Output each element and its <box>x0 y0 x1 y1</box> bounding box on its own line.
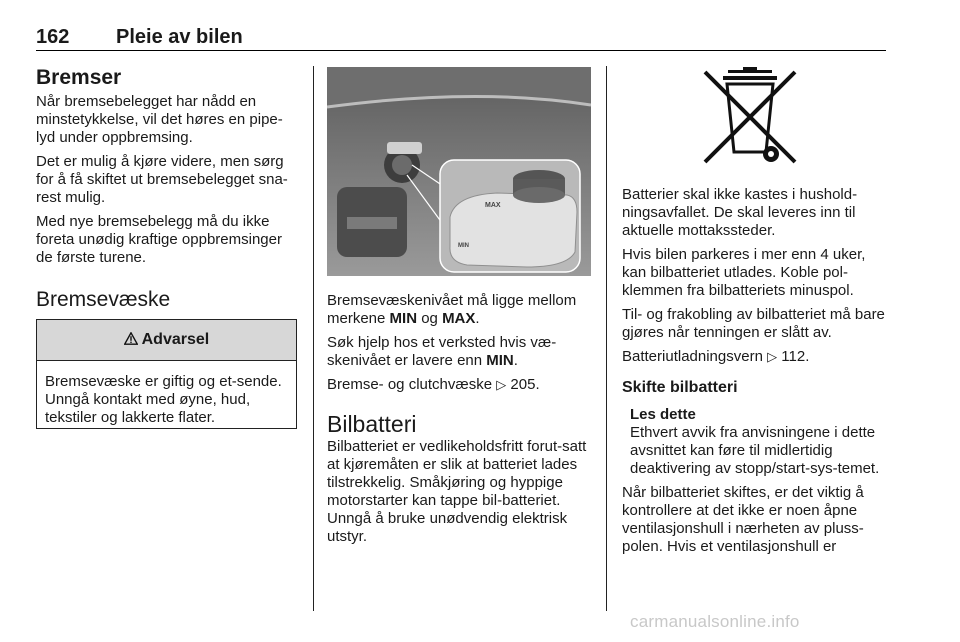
column-3 <box>622 186 890 562</box>
paragraph: Bilbatteriet er vedlikeholdsfritt forut-satt at kjøremåten er slik at batteriet lades tilstrekkelig. Småkjøring og hyppige motorstarter kan tappe bil-batteriet. Unngå å bruke unødvendig elektrisk utstyr. <box>327 438 587 545</box>
paragraph: Hvis bilen parkeres i mer enn 4 uker, kan bilbatteriet utlades. Koble pol-klemmen fra bilbatteriets minuspol. <box>622 246 866 299</box>
heading-battery: Bilbatteri <box>327 411 417 437</box>
min-label: MIN <box>389 310 418 327</box>
page-ref-link[interactable]: 205 <box>510 376 536 393</box>
paragraph: Når bilbatteriet skiftes, er det viktig å kontrollere at det ikke er noen åpne ventilasjonshull i nærheten av pluss-polen. Hvis et ventilasjonshull er <box>622 484 864 555</box>
heading-brake-fluid: Bremsevæske <box>36 288 171 311</box>
column-divider-1 <box>313 66 314 611</box>
min-label: MIN <box>486 352 514 369</box>
paragraph: Bremsevæskenivået må ligge mellom merkene MIN og MAX. <box>327 292 577 327</box>
page-reference-icon: ▷ <box>767 349 778 364</box>
notice-title: Les dette <box>630 406 696 423</box>
warning-header <box>37 320 296 361</box>
paragraph: Til- og frakobling av bilbatteriet må bare gjøres når tenningen er slått av. <box>622 306 885 341</box>
warning-label: Advarsel <box>141 331 210 348</box>
paragraph: Det er mulig å kjøre videre, men sørg for å få skiftet ut bremsebelegget sna-rest mulig. <box>36 153 288 206</box>
heading-replace-battery: Skifte bilbatteri <box>622 379 738 396</box>
page-header <box>36 26 886 51</box>
max-label: MAX <box>442 310 476 327</box>
crossed-bin-recycling-icon <box>695 66 805 170</box>
page-reference-icon: ▷ <box>496 377 507 392</box>
column-1 <box>36 66 300 273</box>
paragraph: Søk hjelp hos et verksted hvis væ-skenivået er lavere enn MIN. <box>327 334 557 369</box>
paragraph: Batteriutladningsvern ▷ 112. <box>622 348 810 365</box>
column-divider-2 <box>606 66 607 611</box>
warning-box <box>36 319 297 429</box>
page-ref-link[interactable]: 112 <box>781 348 806 365</box>
brake-fluid-reservoir-photo <box>327 67 591 276</box>
watermark: carmanualsonline.info <box>630 612 800 631</box>
heading-brakes: Bremser <box>36 66 122 89</box>
max-marker-label: MAX <box>485 202 501 209</box>
paragraph: Bremse- og clutchvæske ▷ 205. <box>327 376 540 393</box>
notice-text: Ethvert avvik fra anvisningene i dette avsnittet kan føre til midlertidig deaktivering av stopp/start-sys-temet. <box>630 424 880 477</box>
column-2 <box>327 292 597 552</box>
paragraph: Batterier skal ikke kastes i hushold-ningsavfallet. De skal leveres inn til aktuelle mottakssteder. <box>622 186 858 239</box>
warning-text: Bremsevæske er giftig og et-sende. Unngå kontakt med øyne, hud, tekstiler og lakkerte flater. <box>45 373 282 426</box>
notice-box <box>622 406 890 478</box>
warning-triangle-icon <box>124 331 142 348</box>
page-title: Pleie av bilen <box>116 26 243 48</box>
min-marker-label: MIN <box>458 243 469 249</box>
paragraph: Med nye bremsebelegg må du ikke foreta unødig kraftige oppbremsinger de første turene. <box>36 213 282 266</box>
page-number: 162 <box>36 26 70 48</box>
paragraph: Når bremsebelegget har nådd en minstetykkelse, vil det høres en pipe-lyd under oppbremsing. <box>36 93 283 146</box>
